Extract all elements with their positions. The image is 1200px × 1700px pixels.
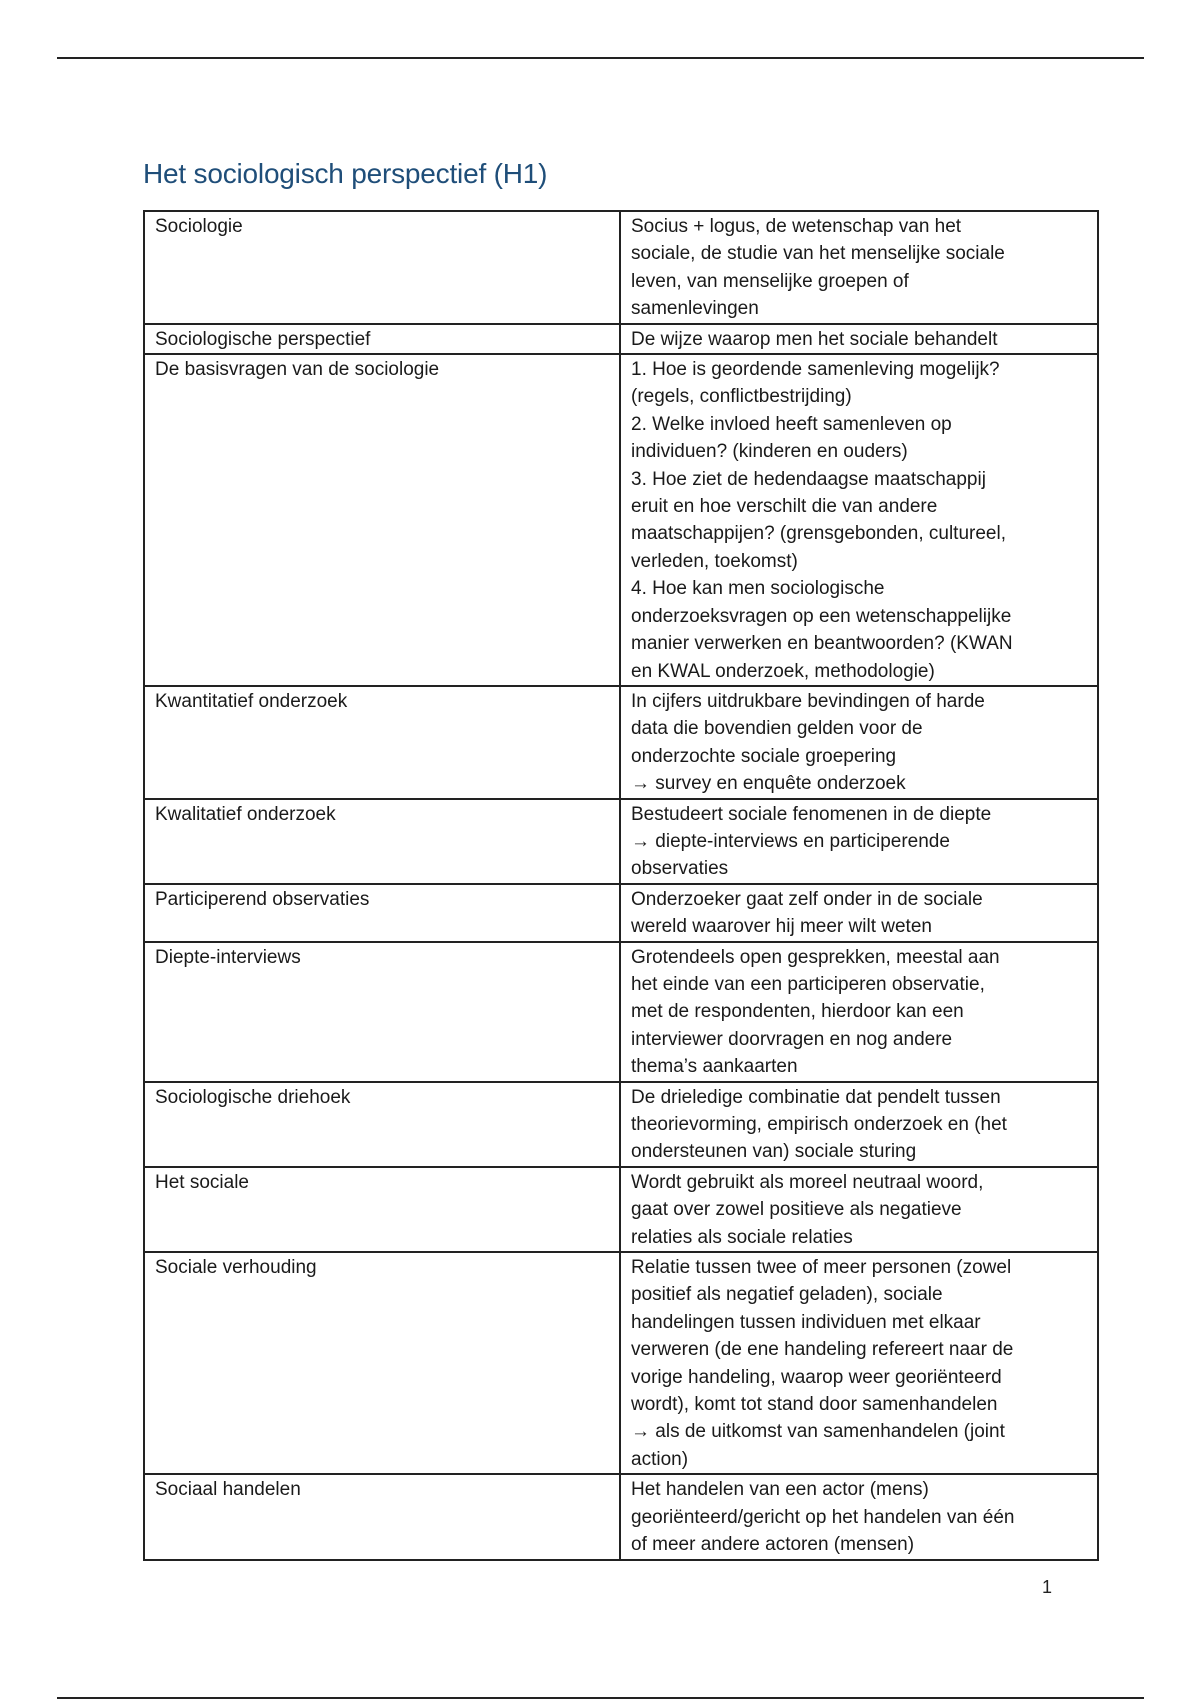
definition-line: Onderzoeker gaat zelf onder in de sociale xyxy=(631,888,983,910)
table-row xyxy=(144,1474,1098,1559)
definition-line: relaties als sociale relaties xyxy=(631,1226,853,1248)
definition-line: → diepte-interviews en participerende xyxy=(631,830,950,852)
definition-line: gaat over zowel positieve als negatieve xyxy=(631,1199,962,1221)
definition-cell xyxy=(620,1474,1098,1559)
table-row xyxy=(144,942,1098,1082)
definition-cell xyxy=(620,354,1098,686)
definition-line: 4. Hoe kan men sociologische xyxy=(631,578,885,600)
footer-rule xyxy=(57,1697,1144,1699)
definition-line: leven, van menselijke groepen of xyxy=(631,270,909,292)
definition-line: onderzochte sociale groepering xyxy=(631,745,897,767)
definition-line: interviewer doorvragen en nog andere xyxy=(631,1028,953,1050)
definition-line: 2. Welke invloed heeft samenleven op xyxy=(631,413,952,435)
term-cell: De basisvragen van de sociologie xyxy=(144,354,620,686)
page-number: 1 xyxy=(1042,1577,1053,1597)
term-cell: Participerend observaties xyxy=(144,884,620,942)
table-row xyxy=(144,354,1098,686)
table-row xyxy=(144,799,1098,884)
term-cell: Sociale verhouding xyxy=(144,1252,620,1474)
definition-line: manier verwerken en beantwoorden? (KWAN xyxy=(631,633,1013,655)
definition-line: het einde van een participeren observatie, xyxy=(631,973,985,995)
table-row xyxy=(144,1167,1098,1252)
definition-cell xyxy=(620,942,1098,1082)
table-row xyxy=(144,686,1098,799)
term-cell: Sociaal handelen xyxy=(144,1474,620,1559)
page-title: Het sociologisch perspectief (H1) xyxy=(143,158,548,189)
definition-line: De drieledige combinatie dat pendelt tussen xyxy=(631,1086,1001,1108)
definition-cell xyxy=(620,799,1098,884)
definition-line: observaties xyxy=(631,858,729,880)
definition-line: wereld waarover hij meer wilt weten xyxy=(631,916,932,938)
definition-line: 3. Hoe ziet de hedendaagse maatschappij xyxy=(631,468,986,490)
table-row xyxy=(144,211,1098,324)
definition-line: → als de uitkomst van samenhandelen (joint xyxy=(631,1421,1005,1443)
definition-line: Grotendeels open gesprekken, meestal aan xyxy=(631,946,1000,968)
table-row xyxy=(144,1252,1098,1474)
definition-line: samenlevingen xyxy=(631,298,759,320)
definition-line: positief als negatief geladen), sociale xyxy=(631,1284,943,1306)
definition-cell xyxy=(620,686,1098,799)
definition-line: In cijfers uitdrukbare bevindingen of harde xyxy=(631,690,985,712)
definition-line: vorige handeling, waarop weer georiënteerd xyxy=(631,1366,1002,1388)
glossary-body xyxy=(144,211,1098,1560)
definition-line: verleden, toekomst) xyxy=(631,550,798,572)
definition-line: individuen? (kinderen en ouders) xyxy=(631,441,908,463)
definition-line: ondersteunen van) sociale sturing xyxy=(631,1141,917,1163)
definition-cell xyxy=(620,211,1098,324)
term-cell: Diepte-interviews xyxy=(144,942,620,1082)
definition-line: (regels, conflictbestrijding) xyxy=(631,386,852,408)
definition-line: Bestudeert sociale fenomenen in de diepte xyxy=(631,803,992,825)
definition-line: data die bovendien gelden voor de xyxy=(631,718,923,740)
definition-cell xyxy=(620,324,1098,354)
definition-line: Socius + logus, de wetenschap van het xyxy=(631,216,962,237)
definition-line: eruit en hoe verschilt die van andere xyxy=(631,496,938,518)
header-rule xyxy=(57,57,1144,59)
table-row xyxy=(144,324,1098,354)
term-cell: Kwantitatief onderzoek xyxy=(144,686,620,799)
definition-line: onderzoeksvragen op een wetenschappelijke xyxy=(631,605,1012,627)
definition-line: Wordt gebruikt als moreel neutraal woord, xyxy=(631,1171,984,1193)
definition-cell xyxy=(620,1167,1098,1252)
definition-line: georiënteerd/gericht op het handelen van één xyxy=(631,1506,1015,1528)
definition-line: theorievorming, empirisch onderzoek en (het xyxy=(631,1114,1007,1135)
definition-line: 1. Hoe is geordende samenleving mogelijk? xyxy=(631,359,1000,381)
term-cell: Sociologische driehoek xyxy=(144,1082,620,1167)
table-row xyxy=(144,884,1098,942)
definition-line: Relatie tussen twee of meer personen (zowel xyxy=(631,1257,1012,1279)
definition-line: De wijze waarop men het sociale behandelt xyxy=(631,328,998,350)
definition-line: handelingen tussen individuen met elkaar xyxy=(631,1311,981,1333)
term-cell: Sociologische perspectief xyxy=(144,324,620,354)
definition-line: Het handelen van een actor (mens) xyxy=(631,1479,929,1501)
definition-line: verweren (de ene handeling refereert naar de xyxy=(631,1339,1014,1361)
definition-line: of meer andere actoren (mensen) xyxy=(631,1534,915,1556)
term-cell: Sociologie xyxy=(144,211,620,324)
table-row xyxy=(144,1082,1098,1167)
definition-line: en KWAL onderzoek, methodologie) xyxy=(631,660,935,682)
definition-line: wordt), komt tot stand door samenhandelen xyxy=(631,1394,998,1416)
definition-line: action) xyxy=(631,1448,689,1470)
definition-line: met de respondenten, hierdoor kan een xyxy=(631,1001,964,1023)
definition-cell xyxy=(620,884,1098,942)
definition-cell xyxy=(620,1252,1098,1474)
definition-line: → survey en enquête onderzoek xyxy=(631,773,906,795)
term-cell: Kwalitatief onderzoek xyxy=(144,799,620,884)
definition-cell xyxy=(620,1082,1098,1167)
definition-line: thema’s aankaarten xyxy=(631,1056,798,1078)
definition-line: maatschappijen? (grensgebonden, cultureel, xyxy=(631,523,1006,545)
glossary-table xyxy=(143,210,1099,1561)
definition-line: sociale, de studie van het menselijke sociale xyxy=(631,243,1005,265)
term-cell: Het sociale xyxy=(144,1167,620,1252)
